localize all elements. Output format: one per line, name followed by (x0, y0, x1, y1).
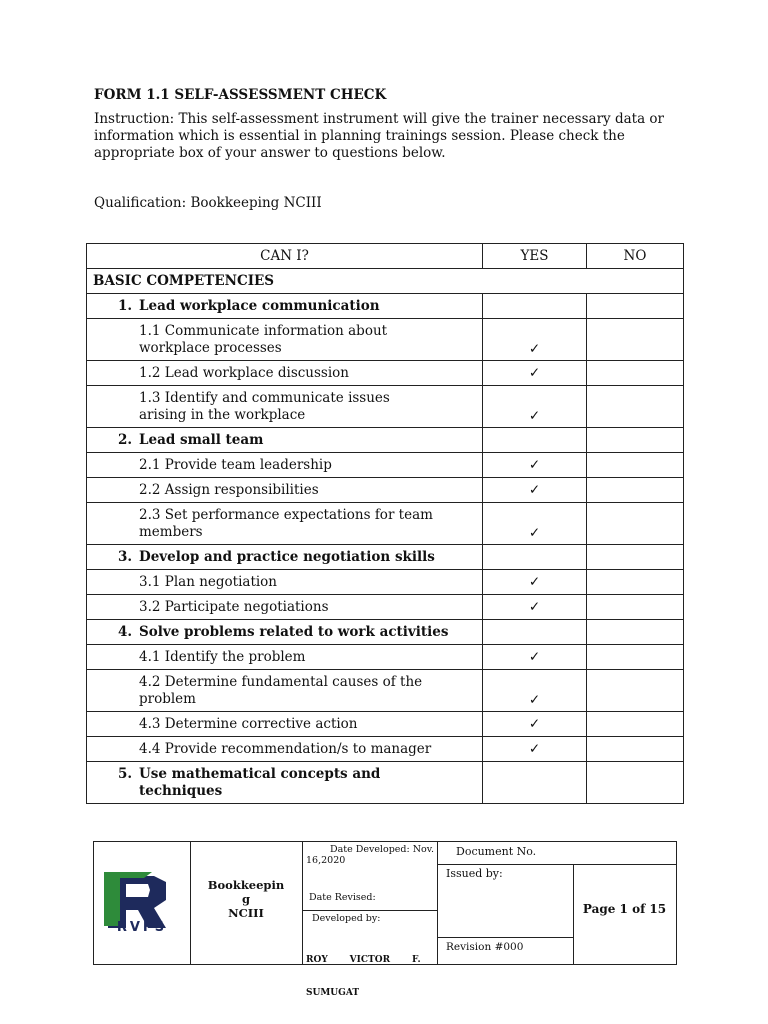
yes-checkbox[interactable]: ✓ (483, 737, 587, 762)
developed-by-label: Developed by: (312, 913, 381, 924)
item-label: 3.2 Participate negotiations (87, 595, 483, 620)
category-label: Lead small team (139, 432, 264, 448)
item-row (87, 503, 684, 545)
no-cell[interactable] (587, 762, 684, 804)
form-title: FORM 1.1 SELF-ASSESSMENT CHECK (94, 87, 387, 103)
footer-qualification-line: Bookkeepin (207, 878, 285, 892)
yes-cell[interactable] (483, 620, 587, 645)
category-label: Solve problems related to work activities (139, 624, 449, 640)
yes-checkbox[interactable]: ✓ (483, 503, 587, 545)
yes-checkbox[interactable]: ✓ (483, 595, 587, 620)
no-checkbox[interactable] (587, 319, 684, 361)
date-developed-value: 16,2020 (306, 855, 346, 866)
issued-by-label: Issued by: (446, 867, 503, 880)
item-row (87, 386, 684, 428)
item-label: 2.1 Provide team leadership (87, 453, 483, 478)
yes-checkbox[interactable]: ✓ (483, 645, 587, 670)
category-label-continued: techniques (139, 782, 223, 799)
item-label: 1.3 Identify and communicate issues (139, 389, 390, 406)
date-revised: Date Revised: (309, 892, 376, 903)
item-label: 3.1 Plan negotiation (87, 570, 483, 595)
developer-name-line: ROY VICTOR F. (306, 955, 421, 965)
no-checkbox[interactable] (587, 361, 684, 386)
item-row (87, 570, 684, 595)
developer-name-line: SUMUGAT (306, 988, 360, 998)
item-label-continued: workplace processes (139, 339, 282, 356)
item-row (87, 478, 684, 503)
yes-checkbox[interactable]: ✓ (483, 670, 587, 712)
category-row (87, 545, 684, 570)
category-number: 1. (118, 298, 133, 314)
date-developed-label: Date Developed: Nov. (329, 844, 434, 855)
item-label: 1.2 Lead workplace discussion (87, 361, 483, 386)
no-cell[interactable] (587, 545, 684, 570)
section-title: BASIC COMPETENCIES (87, 269, 684, 294)
no-checkbox[interactable] (587, 503, 684, 545)
yes-cell[interactable] (483, 294, 587, 319)
item-row (87, 712, 684, 737)
yes-checkbox[interactable]: ✓ (483, 453, 587, 478)
rvfs-logo (104, 870, 180, 938)
yes-checkbox[interactable]: ✓ (483, 386, 587, 428)
item-row (87, 670, 684, 712)
item-label: 2.2 Assign responsibilities (87, 478, 483, 503)
document-footer (93, 841, 677, 998)
footer-qualification (190, 878, 302, 920)
category-number: 2. (118, 432, 133, 448)
no-cell[interactable] (587, 620, 684, 645)
date-developed (306, 844, 434, 866)
yes-checkbox[interactable]: ✓ (483, 319, 587, 361)
no-checkbox[interactable] (587, 570, 684, 595)
category-label: Lead workplace communication (139, 298, 380, 314)
yes-checkbox[interactable]: ✓ (483, 712, 587, 737)
category-number: 3. (118, 549, 133, 565)
yes-checkbox[interactable]: ✓ (483, 570, 587, 595)
column-header-yes: YES (483, 244, 587, 269)
column-header-can-i: CAN I? (87, 244, 483, 269)
category-label: Develop and practice negotiation skills (139, 549, 435, 565)
item-row (87, 361, 684, 386)
no-checkbox[interactable] (587, 712, 684, 737)
no-checkbox[interactable] (587, 737, 684, 762)
item-label: 4.2 Determine fundamental causes of the (139, 673, 423, 690)
no-cell[interactable] (587, 294, 684, 319)
item-row (87, 595, 684, 620)
category-label: Use mathematical concepts and (139, 765, 381, 782)
yes-cell[interactable] (483, 428, 587, 453)
item-label-continued: problem (139, 690, 196, 707)
category-row (87, 762, 684, 804)
category-number: 5. (118, 765, 133, 782)
document-number-label: Document No. (456, 845, 537, 858)
category-row (87, 294, 684, 319)
yes-cell[interactable] (483, 762, 587, 804)
item-label-continued: members (139, 523, 203, 540)
footer-qualification-line: g (241, 892, 251, 906)
yes-checkbox[interactable]: ✓ (483, 478, 587, 503)
qualification-label: Qualification: Bookkeeping NCIII (94, 195, 322, 211)
item-row (87, 319, 684, 361)
item-label-continued: arising in the workplace (139, 406, 306, 423)
item-row (87, 645, 684, 670)
item-label: 4.3 Determine corrective action (87, 712, 483, 737)
no-checkbox[interactable] (587, 645, 684, 670)
no-checkbox[interactable] (587, 453, 684, 478)
revision-number: Revision #000 (446, 941, 524, 953)
item-label: 4.1 Identify the problem (87, 645, 483, 670)
category-number: 4. (118, 624, 133, 640)
section-row (87, 269, 684, 294)
item-row (87, 737, 684, 762)
instruction-text: Instruction: This self-assessment instrument will give the trainer necessary data or information which is essential in planning trainings session. Please check the appropriate box of your answer to questions below. (94, 111, 664, 161)
item-label: 1.1 Communicate information about (139, 322, 388, 339)
item-row (87, 453, 684, 478)
footer-qualification-line: NCIII (228, 906, 264, 920)
item-label: 4.4 Provide recommendation/s to manager (87, 737, 483, 762)
category-row (87, 620, 684, 645)
item-label: 2.3 Set performance expectations for team (139, 506, 433, 523)
no-checkbox[interactable] (587, 478, 684, 503)
category-row (87, 428, 684, 453)
developer-name (306, 933, 434, 1021)
yes-checkbox[interactable]: ✓ (483, 361, 587, 386)
page-indicator: Page 1 of 15 (582, 902, 667, 916)
yes-cell[interactable] (483, 545, 587, 570)
no-checkbox[interactable] (587, 386, 684, 428)
no-checkbox[interactable] (587, 595, 684, 620)
no-cell[interactable] (587, 428, 684, 453)
table-header-row (87, 244, 684, 269)
logo-wordmark: RVFS (116, 920, 168, 935)
column-header-no: NO (587, 244, 684, 269)
self-assessment-table (86, 243, 684, 804)
no-checkbox[interactable] (587, 670, 684, 712)
